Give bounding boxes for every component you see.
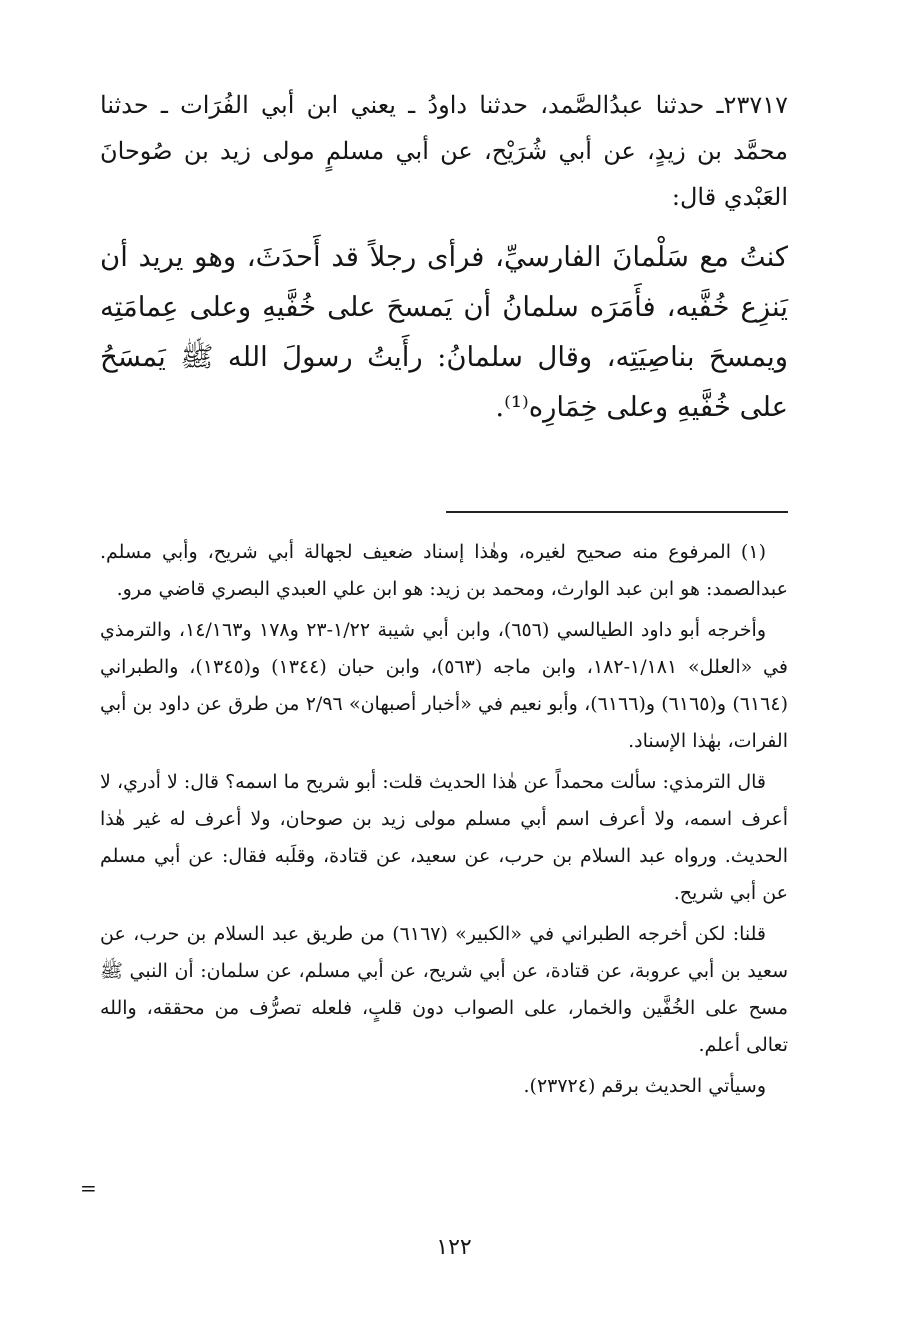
hadith-chain-of-narration: ٢٣٧١٧ـ حدثنا عبدُالصَّمد، حدثنا داودُ ـ يعني ابن أبي الفُرَات ـ حدثنا محمَّد بن زيدٍ، عن أبي شُرَيْح، عن أبي مسلمٍ مولى زيد بن صُوحانَ العَبْدي قال: bbox=[100, 91, 788, 211]
footnote-paragraph: وسيأتي الحديث برقم (٢٣٧٢٤). bbox=[523, 1075, 766, 1097]
footnotes bbox=[100, 534, 788, 1109]
continuation-mark: = bbox=[80, 1176, 97, 1200]
footnote-paragraph: قال الترمذي: سألت محمداً عن هٰذا الحديث قلت: أبو شريح ما اسمه؟ قال: لا أدري، لا أعرف اسمه، ولا أعرف اسم أبي مسلم مولى زيد بن صوحان، ولا أعرف له غير هٰذا الحديث. ورواه عبد السلام بن حرب، عن سعيد، عن قتادة، وقلَبه فقال: عن أبي مسلم عن أبي شريح. bbox=[100, 771, 788, 904]
page-number: ١٢٢ bbox=[436, 1235, 472, 1260]
footnote-paragraph: وأخرجه أبو داود الطيالسي (٦٥٦)، وابن أبي شيبة ١/٢٢-٢٣ و١٧٨ و١٤/١٦٣، والترمذي في «العلل» ١/١٨١-١٨٢، وابن ماجه (٥٦٣)، وابن حبان (١٣٤٤) و(١٣٤٥)، والطبراني (٦١٦٤) و(٦١٦٥) و(٦١٦٦)، وأبو نعيم في «أخبار أصبهان» ٢/٩٦ من طرق عن داود بن أبي الفرات، بهٰذا الإسناد. bbox=[100, 619, 788, 752]
hadith-text: كنتُ مع سَلْمانَ الفارسيِّ، فرأى رجلاً قد أَحدَثَ، وهو يريد أن يَنزِع خُفَّيه، فأَمَرَه سلمانُ أن يَمسحَ على خُفَّيهِ وعلى عِمامَتِه ويمسحَ بناصِيَتِه، وقال سلمانُ: رأَيتُ رسولَ الله ﷺ يَمسَحُ على خُفَّيهِ وعلى خِمَارِه⁽¹⁾. bbox=[100, 241, 788, 423]
footnote-separator bbox=[446, 511, 788, 513]
footnote-paragraph: (١) المرفوع منه صحيح لغيره، وهٰذا إسناد ضعيف لجهالة أبي شريح، وأبي مسلم. عبدالصمد: هو ابن عبد الوارث، ومحمد بن زيد: هو ابن علي العبدي البصري قاضي مرو. bbox=[100, 541, 788, 600]
footnote-paragraph: قلنا: لكن أخرجه الطبراني في «الكبير» (٦١٦٧) من طريق عبد السلام بن حرب، عن سعيد بن أبي عروبة، عن قتادة، عن أبي شريح، عن أبي مسلم، عن سلمان: أن النبي ﷺ مسح على الخُفَّين والخمار، على الصواب دون قلبٍ، فلعله تصرُّف من محققه، والله تعالى أعلم. bbox=[100, 923, 788, 1056]
